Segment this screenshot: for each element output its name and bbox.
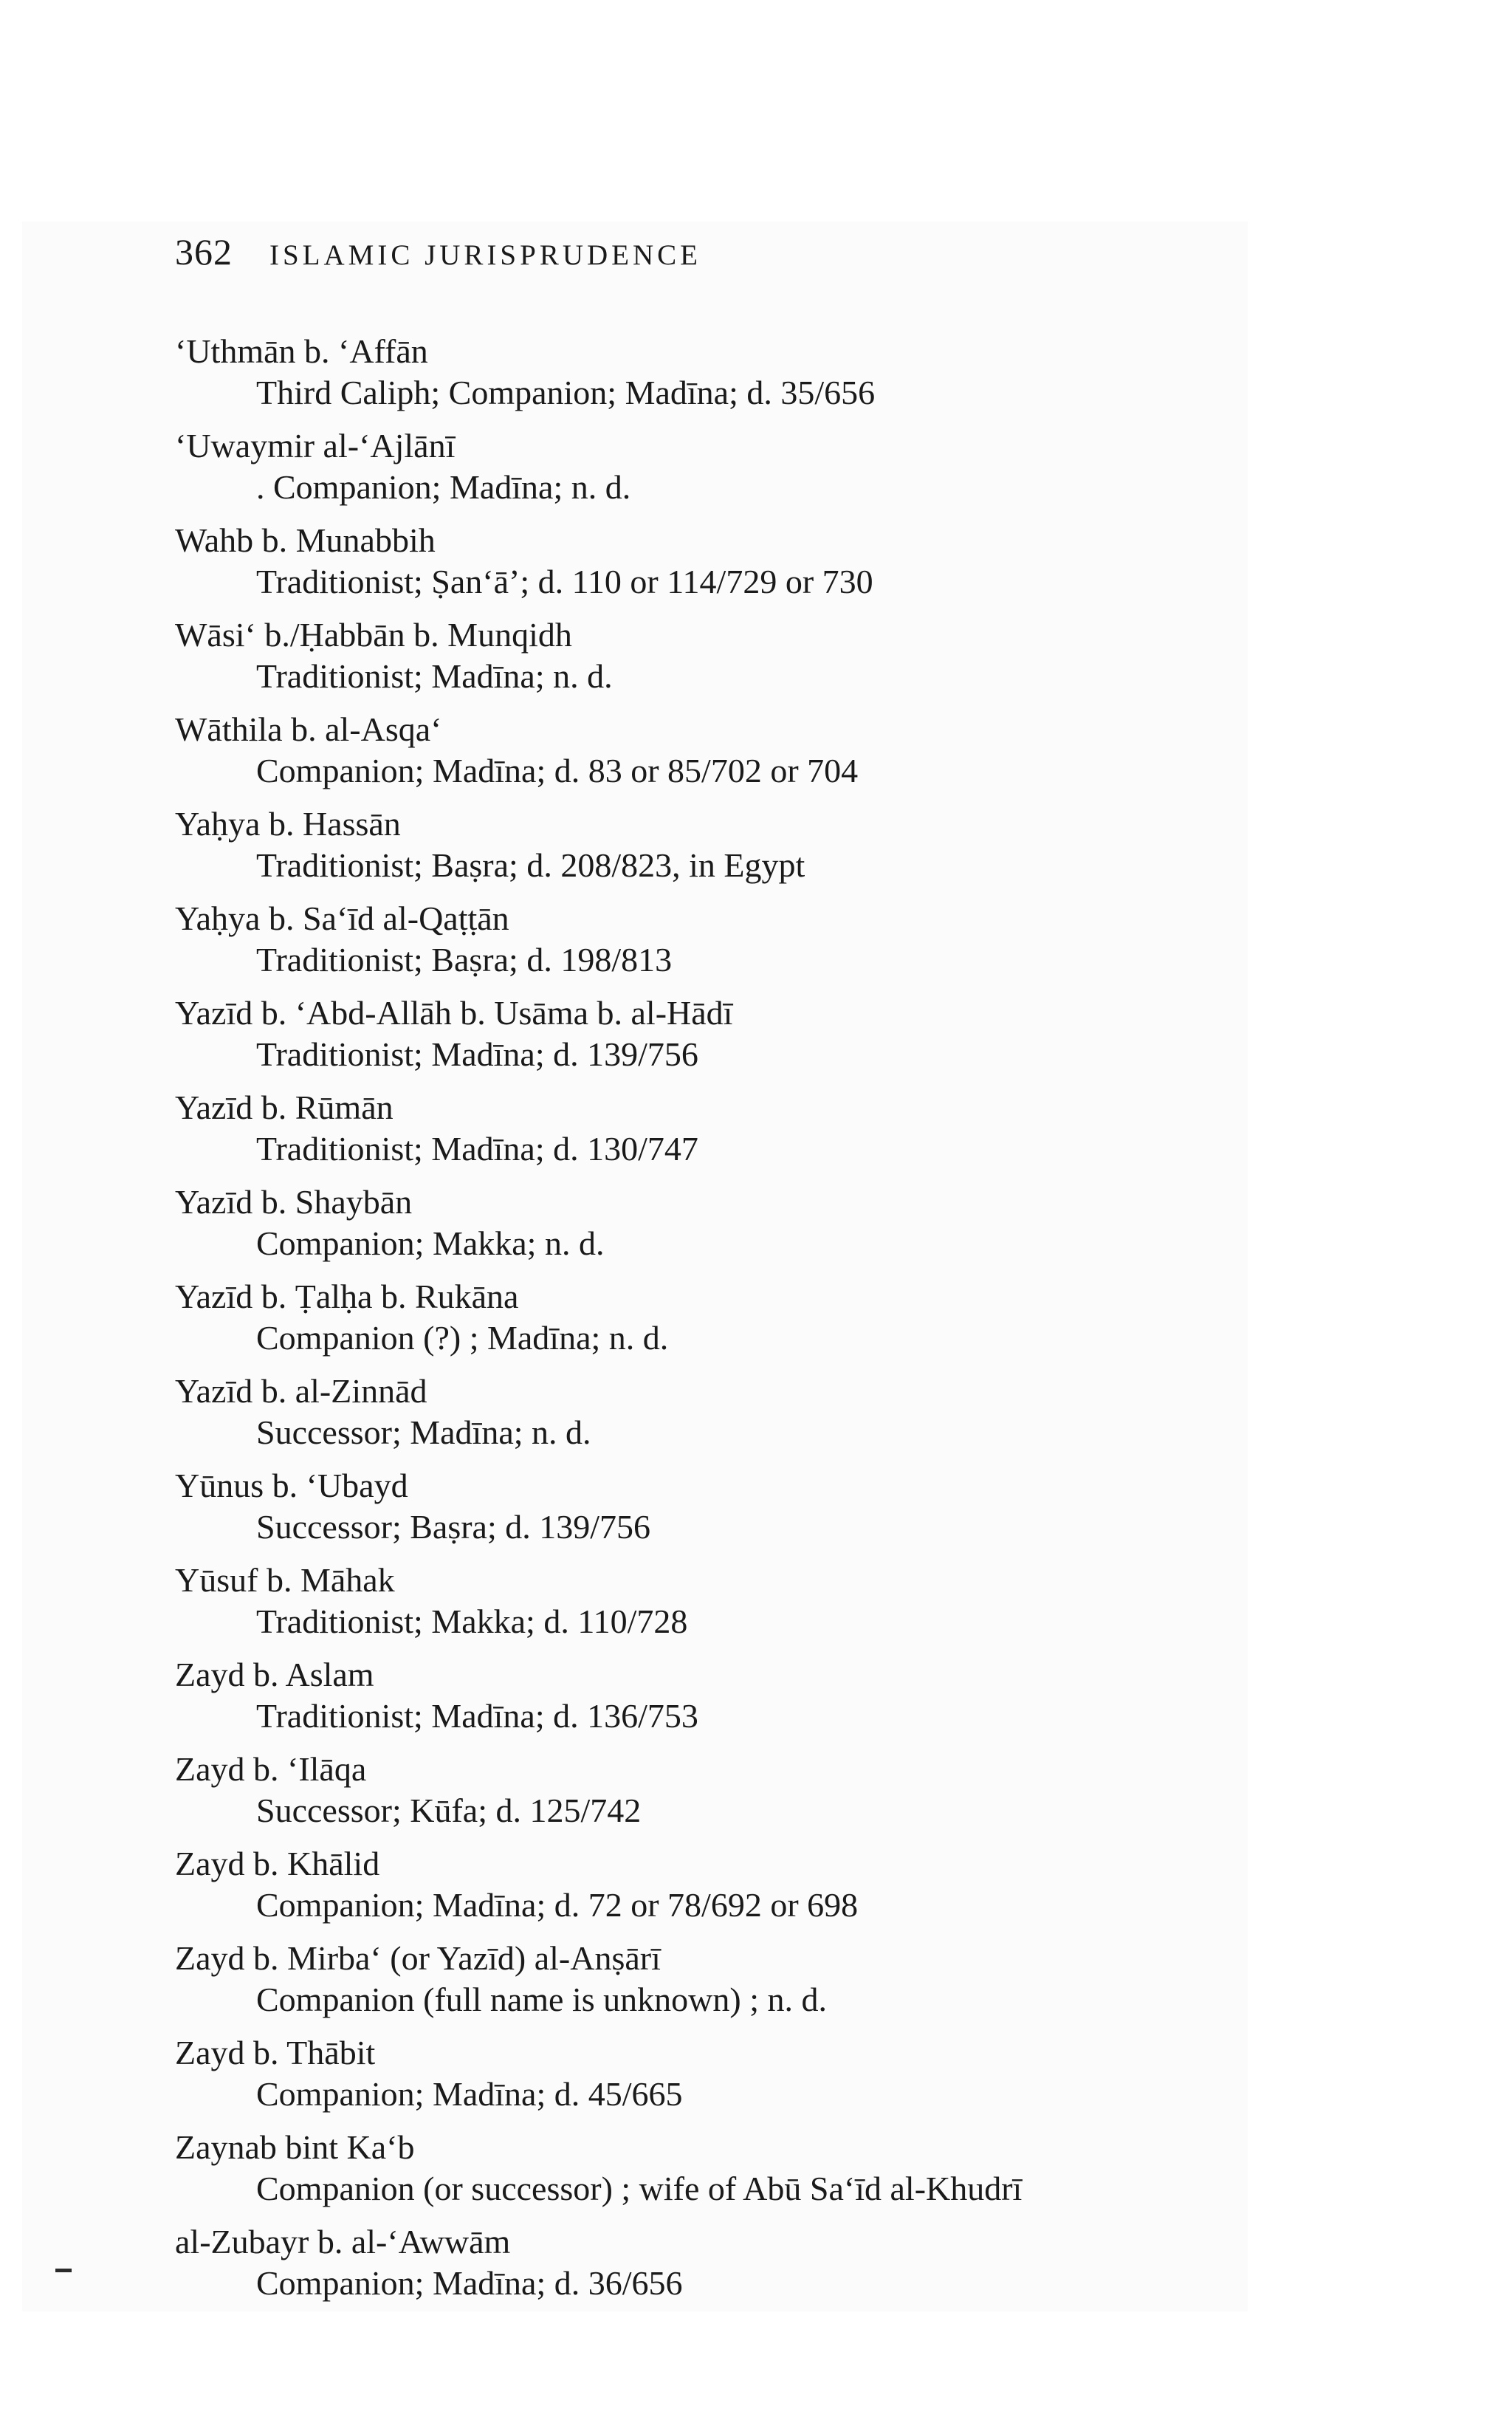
index-entry (175, 1371, 1297, 1453)
entry-name: ʻUwaymir al-ʻAjlānī (175, 427, 456, 464)
entry-name: Yazīd b. Rūmān (175, 1089, 394, 1126)
biographical-index (175, 331, 1297, 2304)
running-head (175, 230, 701, 289)
entry-detail: Traditionist; Madīna; d. 139/756 (256, 1035, 698, 1073)
entry-name: Yūsuf b. Māhak (175, 1561, 395, 1599)
entry-detail: Companion; Makka; n. d. (256, 1224, 605, 1262)
entry-name: Zayd b. ʻIlāqa (175, 1750, 367, 1788)
entry-name: Yazīd b. ʻAbd-Allāh b. Usāma b. al-Hādī (175, 994, 733, 1032)
entry-detail: Companion; Madīna; d. 72 or 78/692 or 698 (256, 1886, 859, 1924)
entry-detail: Traditionist; Baṣra; d. 198/813 (256, 941, 673, 978)
entry-detail: Companion; Madīna; d. 83 or 85/702 or 704 (256, 752, 859, 789)
index-entry (175, 1087, 1297, 1170)
entry-name: Yazīd b. al-Zinnād (175, 1372, 427, 1410)
index-entry (175, 1654, 1297, 1737)
entry-detail: Companion (or successor) ; wife of Abū Saʻīd al-Khudrī (256, 2170, 1023, 2207)
entry-name: Wahb b. Munabbih (175, 521, 436, 559)
entry-detail: Traditionist; Baṣra; d. 208/823, in Egypt (256, 846, 805, 884)
entry-detail: Traditionist; Madīna; d. 130/747 (256, 1130, 698, 1168)
index-entry (175, 614, 1297, 697)
index-entry (175, 2032, 1297, 2115)
page-number: 362 (175, 231, 233, 272)
entry-name: Zayd b. Mirbaʻ (or Yazīd) al-Anṣārī (175, 1939, 661, 1977)
entry-name: Yazīd b. Shaybān (175, 1183, 413, 1221)
index-entry (175, 2221, 1297, 2304)
entry-name: Yaḥya b. Saʻīd al-Qaṭṭān (175, 899, 509, 937)
entry-detail: Companion; Madīna; d. 36/656 (256, 2264, 683, 2302)
index-entry (175, 1843, 1297, 1926)
entry-name: al-Zubayr b. al-ʻAwwām (175, 2223, 511, 2260)
entry-name: Zayd b. Aslam (175, 1656, 374, 1693)
entry-name: Wāsiʻ b./Ḥabbān b. Munqidh (175, 616, 572, 654)
entry-detail: Traditionist; Ṣanʻāʼ; d. 110 or 114/729 or 730 (256, 563, 873, 600)
entry-name: Zayd b. Khālid (175, 1845, 380, 1882)
index-entry (175, 2127, 1297, 2210)
index-entry (175, 1560, 1297, 1642)
index-entry (175, 425, 1297, 508)
entry-name: Yaḥya b. Hassān (175, 805, 401, 843)
index-entry (175, 1749, 1297, 1831)
entry-detail: . Companion; Madīna; n. d. (256, 468, 631, 506)
entry-detail: Successor; Madīna; n. d. (256, 1413, 591, 1451)
index-entry (175, 803, 1297, 886)
entry-detail: Third Caliph; Companion; Madīna; d. 35/656 (256, 374, 876, 411)
running-title: ISLAMIC JURISPRUDENCE (269, 239, 701, 271)
entry-detail: Traditionist; Madīna; d. 136/753 (256, 1697, 698, 1735)
entry-name: Yazīd b. Ṭalḥa b. Rukāna (175, 1278, 519, 1315)
entry-detail: Companion; Madīna; d. 45/665 (256, 2075, 683, 2113)
entry-name: Zayd b. Thābit (175, 2034, 376, 2071)
index-entry (175, 520, 1297, 603)
entry-detail: Traditionist; Madīna; n. d. (256, 657, 613, 695)
entry-name: Yūnus b. ʻUbayd (175, 1467, 408, 1504)
entry-name: Wāthila b. al-Asqaʻ (175, 710, 442, 748)
entry-detail: Successor; Baṣra; d. 139/756 (256, 1508, 651, 1546)
margin-mark (55, 2269, 72, 2272)
index-entry (175, 1276, 1297, 1359)
index-entry (175, 993, 1297, 1075)
entry-name: ʻUthmān b. ʻAffān (175, 332, 428, 370)
index-entry (175, 709, 1297, 792)
index-entry (175, 1938, 1297, 2020)
index-entry (175, 898, 1297, 981)
index-entry (175, 331, 1297, 414)
entry-detail: Companion (full name is unknown) ; n. d. (256, 1981, 827, 2018)
index-entry (175, 1465, 1297, 1548)
index-entry (175, 1182, 1297, 1264)
entry-name: Zaynab bint Kaʻb (175, 2128, 415, 2166)
entry-detail: Companion (?) ; Madīna; n. d. (256, 1319, 669, 1357)
entry-detail: Traditionist; Makka; d. 110/728 (256, 1602, 688, 1640)
entry-detail: Successor; Kūfa; d. 125/742 (256, 1792, 642, 1829)
